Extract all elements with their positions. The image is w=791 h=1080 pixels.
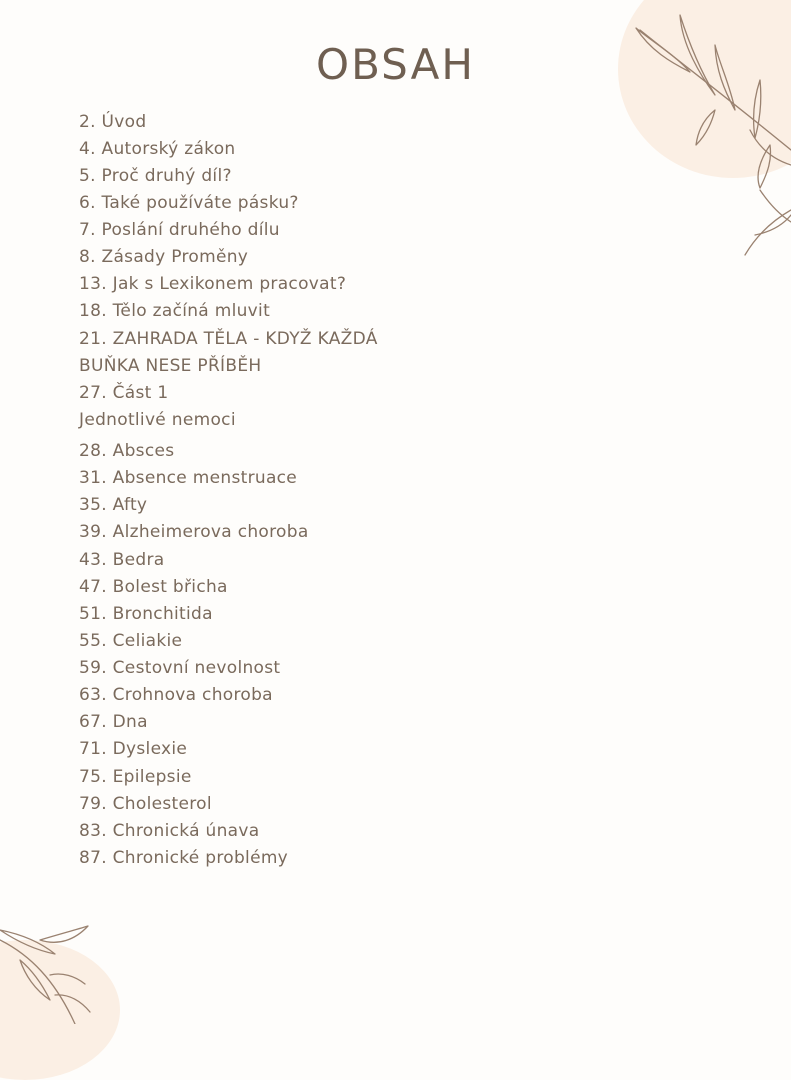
toc-entry: 21. ZAHRADA TĚLA - KDYŽ KAŽDÁ xyxy=(79,329,378,349)
page-title: OBSAH xyxy=(316,40,475,89)
toc-entry: 39. Alzheimerova choroba xyxy=(79,522,309,542)
toc-entry: 28. Absces xyxy=(79,441,175,461)
toc-entry: 8. Zásady Proměny xyxy=(79,247,249,267)
toc-entry: 7. Poslání druhého dílu xyxy=(79,220,280,240)
toc-entry: 71. Dyslexie xyxy=(79,739,188,759)
toc-entry: Jednotlivé nemoci xyxy=(79,410,236,430)
toc-entry: 2. Úvod xyxy=(79,112,147,132)
toc-entry: BUŇKA NESE PŘÍBĚH xyxy=(79,356,262,376)
toc-entry: 27. Část 1 xyxy=(79,383,169,403)
toc-entry: 43. Bedra xyxy=(79,550,165,570)
toc-entry: 79. Cholesterol xyxy=(79,794,212,814)
toc-entry: 35. Afty xyxy=(79,495,148,515)
toc-entry: 59. Cestovní nevolnost xyxy=(79,658,281,678)
leaf-branch-icon-top-right xyxy=(620,0,791,260)
toc-entry: 47. Bolest břicha xyxy=(79,577,228,597)
toc-entry: 55. Celiakie xyxy=(79,631,183,651)
toc-entry: 5. Proč druhý díl? xyxy=(79,166,232,186)
toc-entry: 51. Bronchitida xyxy=(79,604,213,624)
leaf-branch-icon-bottom-left xyxy=(0,920,110,1024)
toc-entry: 75. Epilepsie xyxy=(79,767,192,787)
toc-entry: 13. Jak s Lexikonem pracovat? xyxy=(79,274,347,294)
toc-entry: 67. Dna xyxy=(79,712,148,732)
toc-entry: 4. Autorský zákon xyxy=(79,139,236,159)
toc-entry: 31. Absence menstruace xyxy=(79,468,298,488)
toc-entry: 87. Chronické problémy xyxy=(79,848,289,868)
toc-entry: 83. Chronická únava xyxy=(79,821,260,841)
toc-entry: 18. Tělo začíná mluvit xyxy=(79,301,271,321)
toc-entry: 63. Crohnova choroba xyxy=(79,685,273,705)
toc-entry: 6. Také používáte pásku? xyxy=(79,193,299,213)
